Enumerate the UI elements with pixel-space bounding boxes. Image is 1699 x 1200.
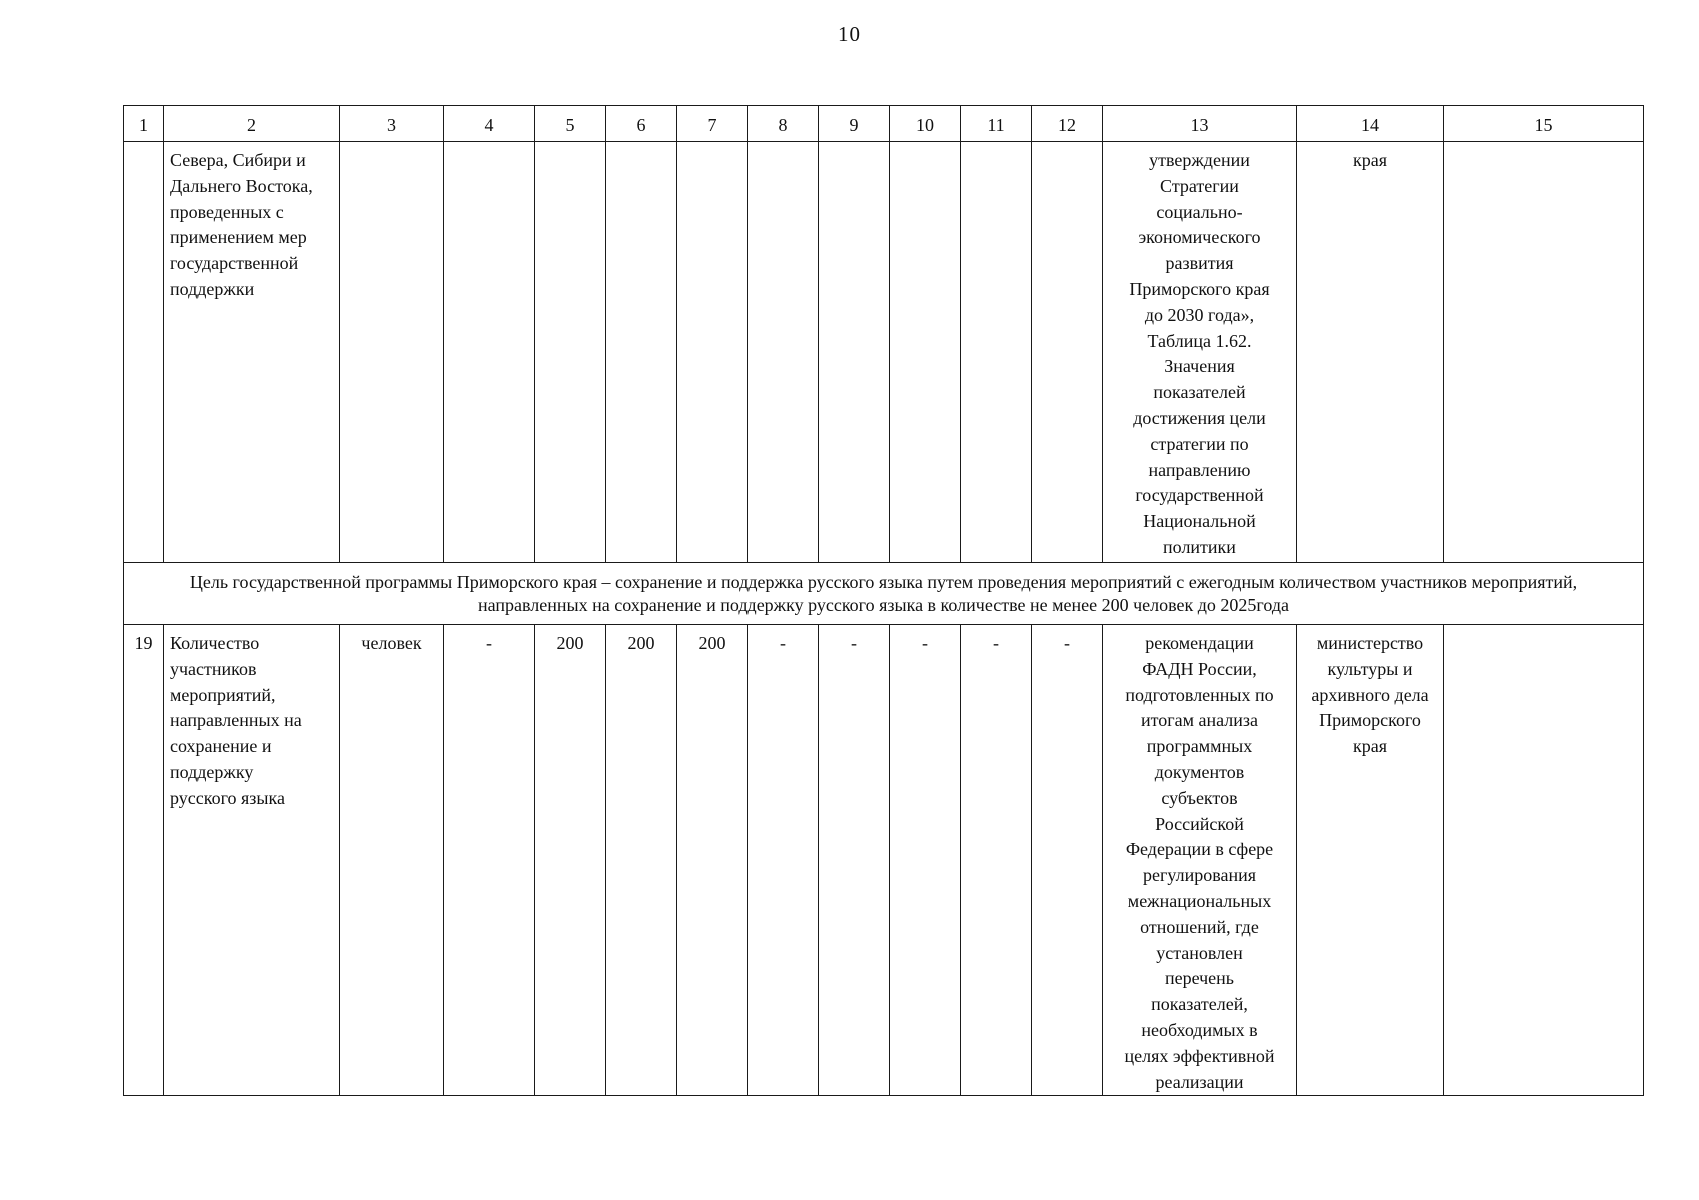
header-cell: 14 <box>1297 106 1444 142</box>
text-line: архивного дела <box>1311 684 1429 705</box>
text-line: направлению <box>1148 459 1251 480</box>
text-line: итогам анализа <box>1140 710 1258 731</box>
page-number: 10 <box>838 22 861 46</box>
text-line: реализации <box>1155 1071 1244 1092</box>
text-line: культуры и <box>1327 658 1413 679</box>
text-line: участников <box>170 658 257 679</box>
row-number-cell <box>124 142 164 563</box>
value-cell: 200 <box>606 625 677 1096</box>
text-line: государственной <box>1135 485 1264 506</box>
responsible-cell <box>1297 625 1444 1096</box>
header-cell: 13 <box>1103 106 1297 142</box>
goal-text: Цель государственной программы Приморского края – сохранение и поддержка русского языка путем проведения мероприятий с ежегодным количеством участников мероприятий, направленных на сохранение и поддержку русского языка в количестве не менее 200 человек до 2025года <box>124 563 1644 625</box>
unit-cell <box>340 142 444 563</box>
value-cell: - <box>1032 625 1103 1096</box>
text-line: межнациональных <box>1127 890 1272 911</box>
text-line: министерство <box>1316 633 1424 653</box>
text-line: края <box>1352 736 1387 757</box>
header-cell: 12 <box>1032 106 1103 142</box>
goal-row <box>124 563 1644 625</box>
unit-cell: человек <box>340 625 444 1096</box>
header-cell: 3 <box>340 106 444 142</box>
text-line: достижения цели <box>1133 407 1266 428</box>
text-line: Таблица 1.62. <box>1147 330 1252 351</box>
value-cell: - <box>961 625 1032 1096</box>
text-line: русского языка <box>170 787 285 808</box>
indicators-table <box>123 105 1644 1096</box>
text-line: документов <box>1154 761 1245 782</box>
text-line: Федерации в сфере <box>1125 839 1274 860</box>
text-line: Количество <box>170 633 260 653</box>
text-line: необходимых в <box>1141 1019 1258 1040</box>
text-line: показателей, <box>1151 994 1248 1015</box>
text-line: применением мер <box>170 227 307 248</box>
value-cell <box>677 142 748 563</box>
text-line: подготовленных по <box>1125 684 1274 705</box>
text-line: Приморского <box>1319 710 1421 731</box>
table-row-19 <box>124 625 1644 1096</box>
source-document-cell <box>1103 625 1297 1096</box>
text-line: утверждении <box>1149 150 1250 170</box>
text-line: проведенных с <box>170 201 284 222</box>
text-line: поддержку <box>170 761 254 782</box>
value-cell: 200 <box>677 625 748 1096</box>
text-line: целях эффективной <box>1124 1045 1275 1066</box>
indicator-name-cell <box>164 142 340 563</box>
text-line: стратегии по <box>1150 433 1249 454</box>
value-cell: - <box>819 625 890 1096</box>
header-cell: 11 <box>961 106 1032 142</box>
text-line: Приморского края <box>1129 278 1270 299</box>
header-cell: 4 <box>444 106 535 142</box>
value-cell: - <box>890 625 961 1096</box>
text-line: отношений, где <box>1140 916 1259 937</box>
indicator-name-cell <box>164 625 340 1096</box>
row-number-cell: 19 <box>124 625 164 1096</box>
text-line: развития <box>1165 253 1234 274</box>
value-cell: - <box>748 625 819 1096</box>
header-cell: 7 <box>677 106 748 142</box>
text-line: перечень <box>1164 968 1235 989</box>
header-cell: 6 <box>606 106 677 142</box>
text-line: Российской <box>1155 813 1244 834</box>
text-line: экономического <box>1138 227 1261 248</box>
text-line: регулирования <box>1143 865 1256 886</box>
notes-cell <box>1444 625 1644 1096</box>
value-cell <box>890 142 961 563</box>
responsible-cell <box>1297 142 1444 563</box>
value-cell <box>535 142 606 563</box>
text-line: социально- <box>1156 201 1243 222</box>
text-line: сохранение и <box>170 736 272 757</box>
text-line: субъектов <box>1161 787 1238 808</box>
value-cell <box>819 142 890 563</box>
text-line: программных <box>1146 736 1253 757</box>
text-line: показателей <box>1153 382 1246 403</box>
value-cell: - <box>444 625 535 1096</box>
text-line: Национальной <box>1143 511 1256 532</box>
header-cell: 9 <box>819 106 890 142</box>
text-line: до 2030 года», <box>1144 304 1255 325</box>
header-cell: 15 <box>1444 106 1644 142</box>
value-cell <box>606 142 677 563</box>
value-cell <box>961 142 1032 563</box>
text-line: Севера, Сибири и <box>170 150 306 170</box>
notes-cell <box>1444 142 1644 563</box>
text-line: мероприятий, <box>170 684 276 705</box>
text-line: края <box>1352 150 1387 170</box>
header-cell: 10 <box>890 106 961 142</box>
header-cell: 5 <box>535 106 606 142</box>
value-cell: 200 <box>535 625 606 1096</box>
header-cell: 8 <box>748 106 819 142</box>
text-line: Значения <box>1164 356 1235 377</box>
text-line: направленных на <box>170 710 302 731</box>
text-line: установлен <box>1156 942 1243 963</box>
source-document-cell <box>1103 142 1297 563</box>
text-line: политики <box>1163 536 1236 557</box>
header-cell: 2 <box>164 106 340 142</box>
header-cell: 1 <box>124 106 164 142</box>
value-cell <box>748 142 819 563</box>
value-cell <box>444 142 535 563</box>
text-line: государственной <box>170 253 299 274</box>
text-line: Дальнего Востока, <box>170 175 313 196</box>
value-cell <box>1032 142 1103 563</box>
text-line: поддержки <box>170 278 255 299</box>
text-line: Стратегии <box>1160 175 1239 196</box>
text-line: ФАДН России, <box>1142 658 1257 679</box>
text-line: рекомендации <box>1145 633 1254 653</box>
header-row <box>124 106 1644 142</box>
table-row-continued <box>124 142 1644 563</box>
